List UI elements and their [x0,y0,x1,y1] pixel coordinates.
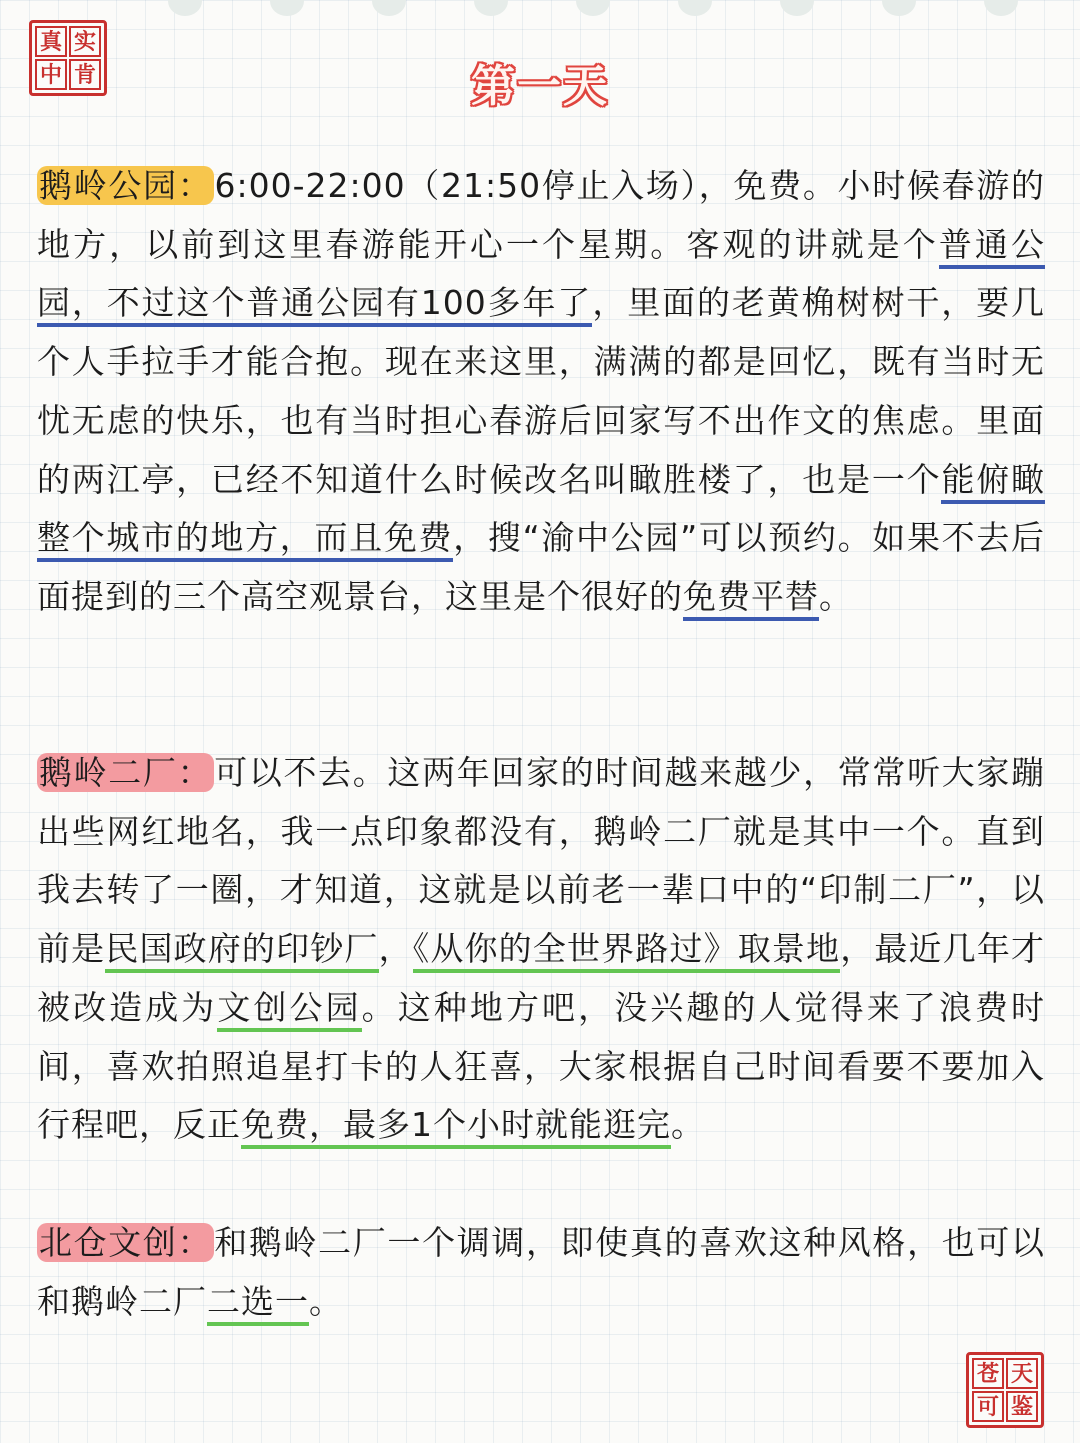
paragraph-eling-park: 鹅岭公园：6:00-22:00（21:50停止入场），免费。小时候春游的地方，以前到这里春游能开心一个星期。客观的讲就是个普通公园，不过这个普通公园有100多年了，里面的老黄桷树树干，要几个人手拉手才能合抱。现在来这里，满满的都是回忆，既有当时无忧无虑的快乐，也有当时担心春游后回家写不出作文的焦虑。里面的两江亭，已经不知道什么时候改名叫瞰胜楼了，也是一个能俯瞰整个城市的地方，而且免费，搜“渝中公园”可以预约。如果不去后面提到的三个高空观景台，这里是个很好的免费平替。 [37,157,1045,627]
label-eling-park: 鹅岭公园： [39,166,213,205]
underline-green: 民国政府的印钞厂 [105,929,378,973]
seal-stamp-top-left: 真 实 中 肯 [29,20,107,96]
label-beicang: 北仓文创： [39,1223,213,1262]
underline-green: 免费，最多1个小时就能逛完 [241,1105,671,1149]
seal-stamp-bottom-right: 苍 天 可 鉴 [966,1352,1044,1428]
paragraph-eling-factory: 鹅岭二厂：可以不去。这两年回家的时间越来越少，常常听大家蹦出些网红地名，我一点印象都没有，鹅岭二厂就是其中一个。直到我去转了一圈，才知道，这就是以前老一辈口中的“印制二厂”，以前是民国政府的印钞厂，《从你的全世界路过》取景地，最近几年才被改造成为文创公园。这种地方吧，没兴趣的人觉得来了浪费时间，喜欢拍照追星打卡的人狂喜，大家根据自己时间看要不要加入行程吧，反正免费，最多1个小时就能逛完。 [37,744,1045,1155]
underline-green: 《从你的全世界路过》取景地 [413,929,841,973]
paragraph-beicang: 北仓文创：和鹅岭二厂一个调调，即使真的喜欢这种风格，也可以和鹅岭二厂二选一。 [37,1214,1045,1331]
page-title: 第一天 [471,61,609,112]
label-eling-factory: 鹅岭二厂： [39,753,213,792]
underline-green: 文创公园 [217,988,361,1032]
underline-blue: 能俯瞰整个城市的地方，而且免费 [37,460,1045,563]
notebook-binding-holes [0,0,1080,16]
underline-green: 二选一 [207,1282,309,1326]
underline-blue: 普通公园，不过这个普通公园有100多年了 [37,225,1045,328]
underline-blue: 免费平替 [683,577,819,621]
